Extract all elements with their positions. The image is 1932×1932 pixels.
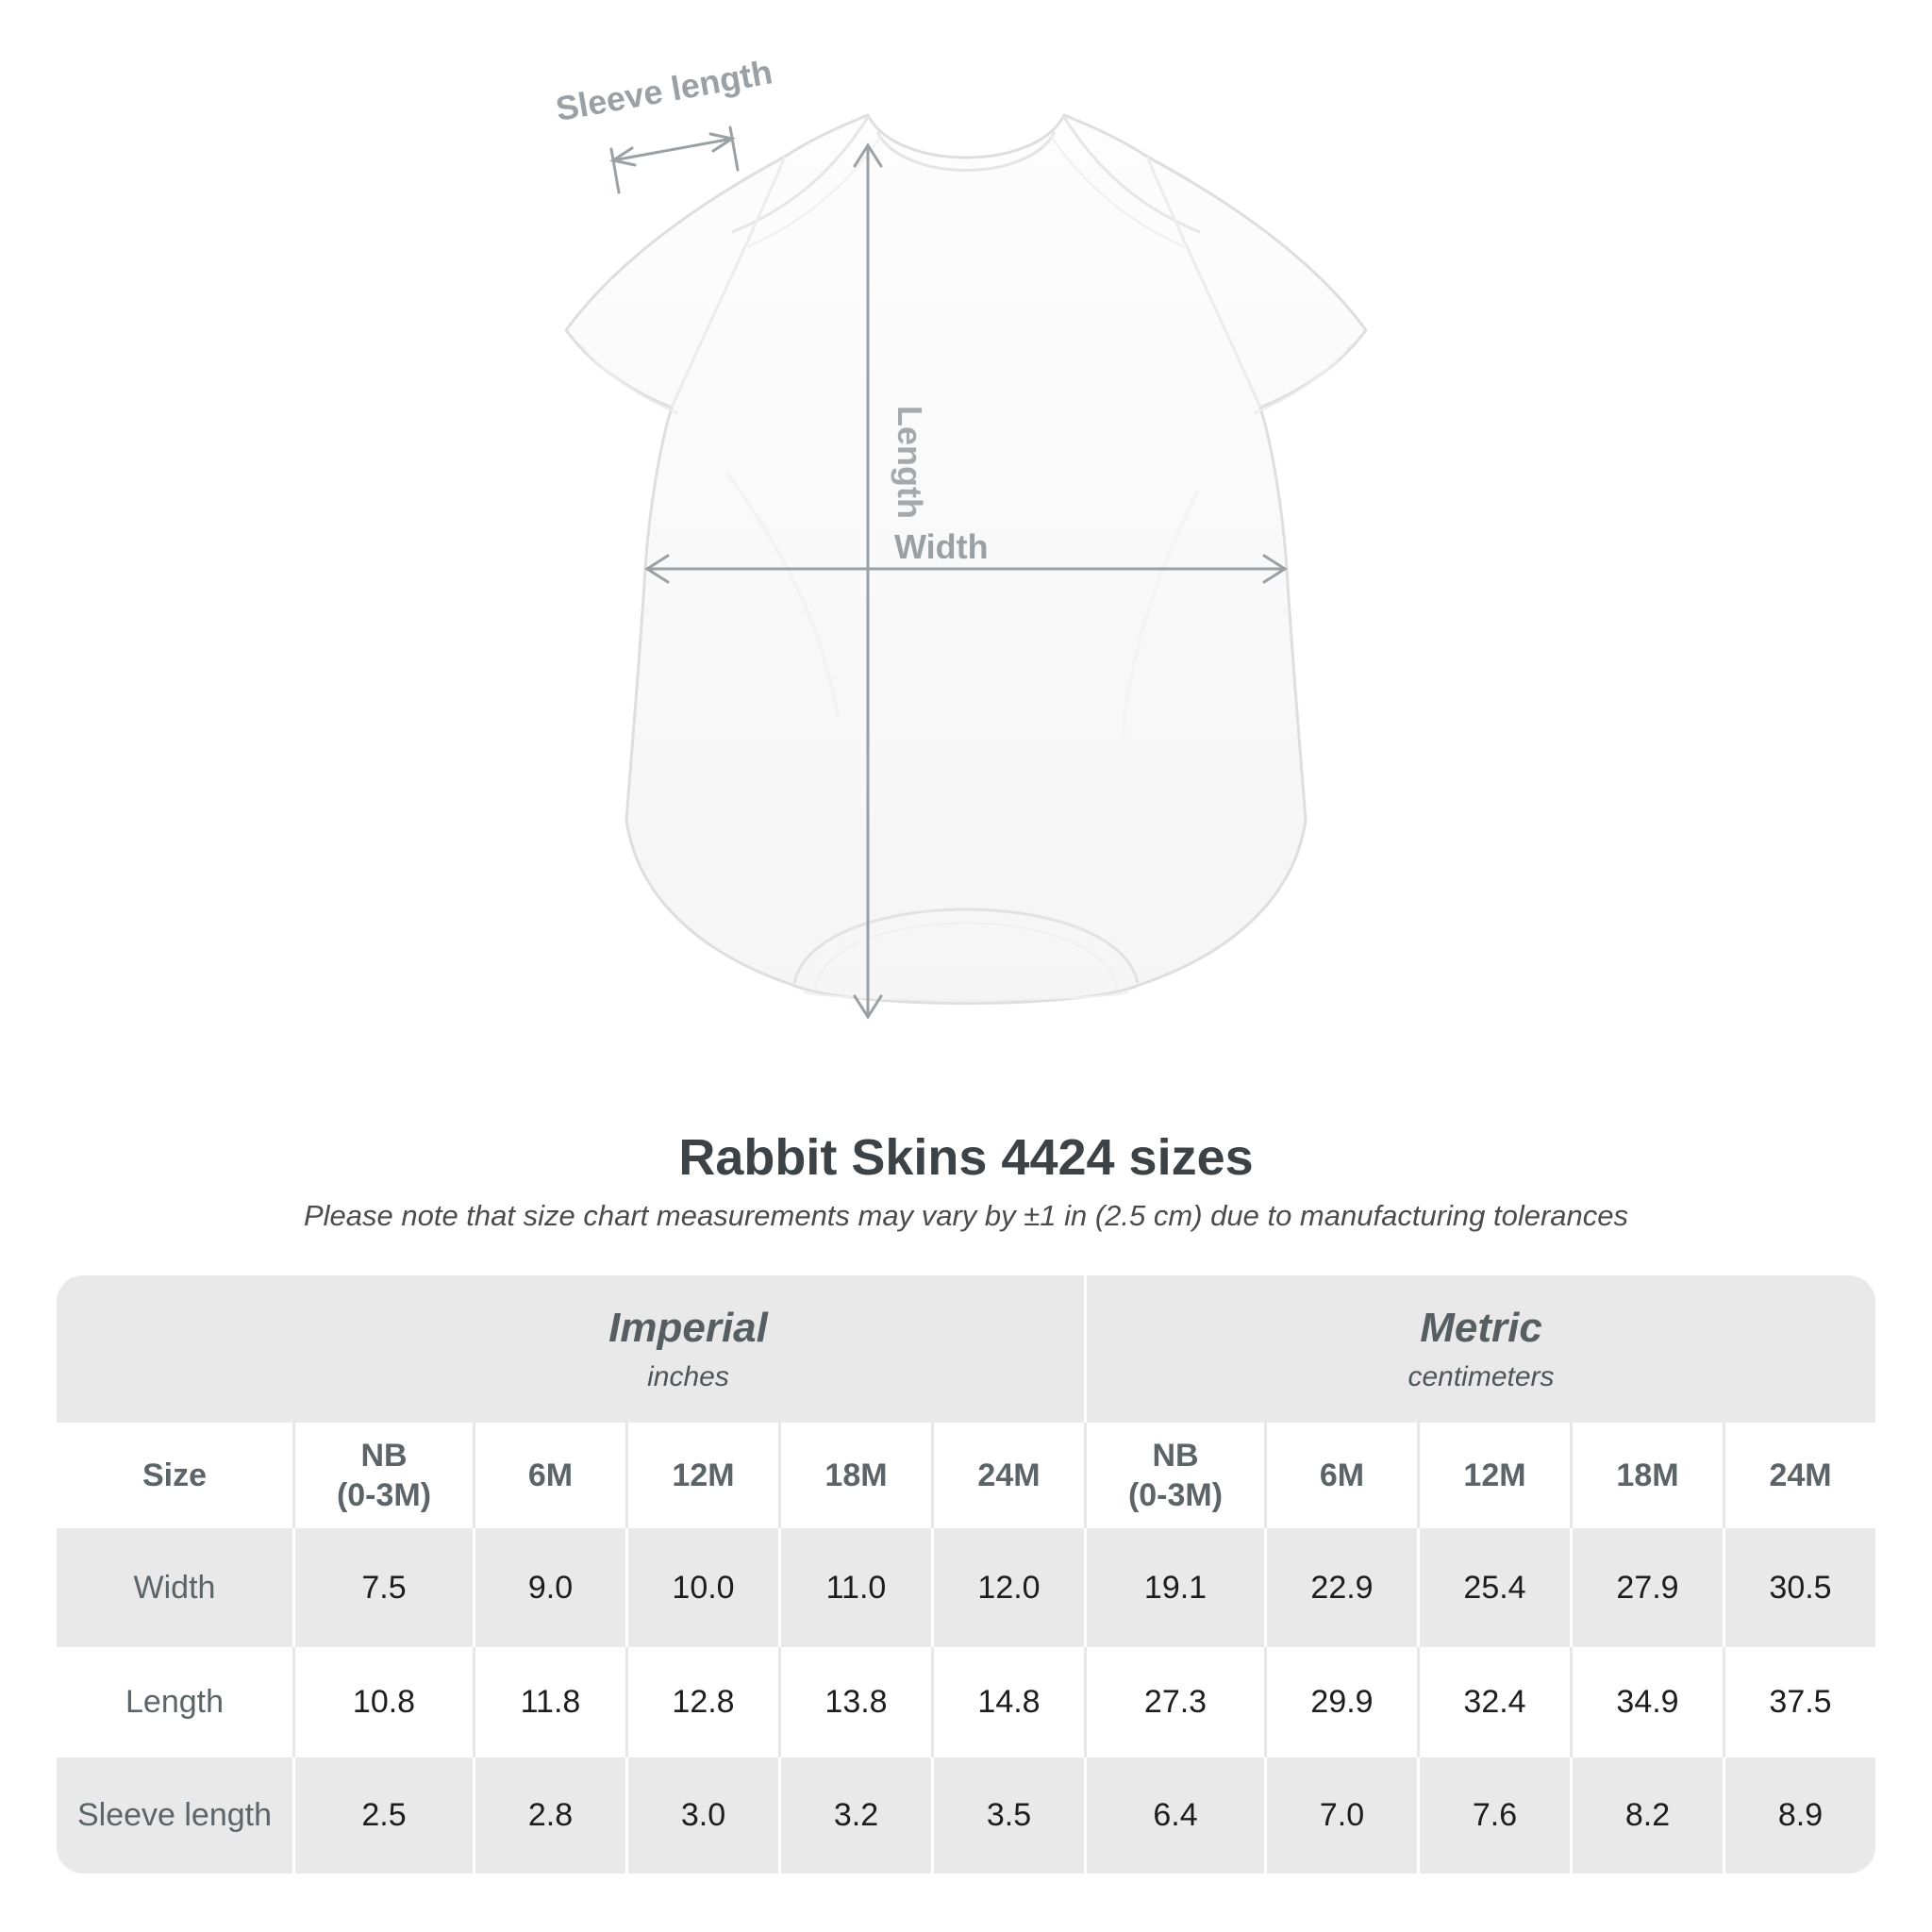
sleeve-24m-cm: 8.9 — [1723, 1757, 1875, 1874]
width-6m-cm: 22.9 — [1264, 1528, 1417, 1647]
width-nb-in: 7.5 — [292, 1528, 473, 1647]
length-24m-cm: 37.5 — [1723, 1647, 1875, 1757]
band-size-spacer — [57, 1275, 292, 1423]
metric-section-header — [1084, 1275, 1875, 1423]
imperial-label: Imperial — [608, 1304, 768, 1351]
col-header-18m-metric: 18M — [1570, 1423, 1723, 1528]
width-12m-in: 10.0 — [625, 1528, 778, 1647]
length-18m-cm: 34.9 — [1570, 1647, 1723, 1757]
sleeve-24m-in: 3.5 — [931, 1757, 1084, 1874]
length-12m-in: 12.8 — [625, 1647, 778, 1757]
col-header-24m-imperial: 24M — [931, 1423, 1084, 1528]
metric-unit: centimeters — [1407, 1361, 1555, 1393]
col-header-size: Size — [57, 1423, 292, 1528]
length-nb-in: 10.8 — [292, 1647, 473, 1757]
table-row-width — [57, 1528, 1875, 1647]
sleeve-nb-cm: 6.4 — [1084, 1757, 1264, 1874]
width-24m-cm: 30.5 — [1723, 1528, 1875, 1647]
sleeve-18m-cm: 8.2 — [1570, 1757, 1723, 1874]
imperial-unit: inches — [647, 1361, 729, 1393]
col-header-nb-metric: NB (0-3M) — [1084, 1423, 1264, 1528]
length-24m-in: 14.8 — [931, 1647, 1084, 1757]
row-label-width: Width — [57, 1528, 292, 1647]
length-nb-cm: 27.3 — [1084, 1647, 1264, 1757]
units-band-row — [57, 1275, 1875, 1423]
col-header-12m-metric: 12M — [1417, 1423, 1570, 1528]
page-subtitle: Please note that size chart measurements may vary by ±1 in (2.5 cm) due to manufacturing tolerances — [303, 1199, 1629, 1233]
width-6m-in: 9.0 — [473, 1528, 625, 1647]
sleeve-length-label: Sleeve length — [552, 52, 775, 129]
table-row-sleeve-length — [57, 1757, 1875, 1874]
table-row-length — [57, 1647, 1875, 1757]
width-nb-cm: 19.1 — [1084, 1528, 1264, 1647]
col-header-6m-metric: 6M — [1264, 1423, 1417, 1528]
col-header-24m-metric: 24M — [1723, 1423, 1875, 1528]
length-18m-in: 13.8 — [778, 1647, 931, 1757]
width-24m-in: 12.0 — [931, 1528, 1084, 1647]
col-header-6m-imperial: 6M — [473, 1423, 625, 1528]
page-title: Rabbit Skins 4424 sizes — [678, 1129, 1254, 1186]
imperial-section-header — [292, 1275, 1084, 1423]
sleeve-nb-in: 2.5 — [292, 1757, 473, 1874]
size-table — [57, 1275, 1875, 1874]
length-6m-cm: 29.9 — [1264, 1647, 1417, 1757]
width-12m-cm: 25.4 — [1417, 1528, 1570, 1647]
sleeve-12m-in: 3.0 — [625, 1757, 778, 1874]
sleeve-length-arrow — [611, 127, 738, 192]
width-18m-in: 11.0 — [778, 1528, 931, 1647]
title-block — [0, 1130, 1932, 1233]
width-18m-cm: 27.9 — [1570, 1528, 1723, 1647]
col-header-18m-imperial: 18M — [778, 1423, 931, 1528]
sleeve-6m-cm: 7.0 — [1264, 1757, 1417, 1874]
width-label: Width — [894, 527, 989, 566]
col-header-12m-imperial: 12M — [625, 1423, 778, 1528]
sleeve-12m-cm: 7.6 — [1417, 1757, 1570, 1874]
sleeve-18m-in: 3.2 — [778, 1757, 931, 1874]
length-label: Length — [891, 406, 929, 519]
sleeve-6m-in: 2.8 — [473, 1757, 625, 1874]
row-label-sleeve-length: Sleeve length — [57, 1757, 292, 1874]
length-6m-in: 11.8 — [473, 1647, 625, 1757]
row-label-length: Length — [57, 1647, 292, 1757]
length-12m-cm: 32.4 — [1417, 1647, 1570, 1757]
col-header-nb-imperial: NB (0-3M) — [292, 1423, 473, 1528]
column-header-row — [57, 1423, 1875, 1528]
metric-label: Metric — [1420, 1304, 1542, 1351]
